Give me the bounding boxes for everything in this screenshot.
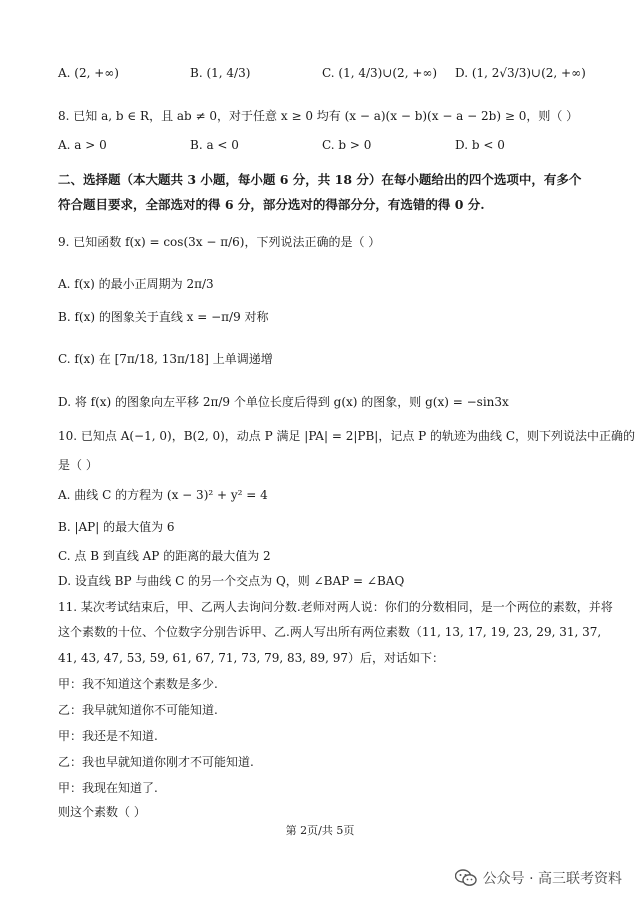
q10-option-d: D. 设直线 BP 与曲线 C 的另一个交点为 Q，则 ∠BAP = ∠BAQ	[58, 574, 405, 588]
q10-option-c: C. 点 B 到直线 AP 的距离的最大值为 2	[58, 549, 271, 563]
q10-stem-line1: 10. 已知点 A(−1, 0)，B(2, 0)，动点 P 满足 |PA| = 2|PB|，记点 P 的轨迹为曲线 C，则下列说法中正确的	[58, 429, 636, 443]
q7-option-d: D. (1, 2√3/3)∪(2, +∞)	[455, 66, 586, 80]
watermark-text: 公众号 · 高三联考资料	[482, 871, 622, 887]
q7-option-a: A. (2, +∞)	[58, 66, 119, 80]
q8-option-c: C. b > 0	[322, 138, 372, 152]
section2-heading-line2: 符合题目要求，全部选对的得 6 分，部分选对的得部分分，有选错的得 0 分.	[58, 197, 485, 212]
q11-dialog-line: 乙：我也早就知道你刚才不可能知道.	[58, 755, 254, 769]
q9-option-a: A. f(x) 的最小正周期为 2π/3	[58, 277, 214, 291]
section2-heading-line1: 二、选择题（本大题共 3 小题，每小题 6 分，共 18 分）在每小题给出的四个选项中，有多个	[58, 172, 582, 187]
q11-ending: 则这个素数（ ）	[58, 805, 146, 819]
q10-option-b: B. |AP| 的最大值为 6	[58, 520, 175, 534]
q8-stem: 8. 已知 a, b ∈ R，且 ab ≠ 0，对于任意 x ≥ 0 均有 (x − a)(x − b)(x − a − 2b) ≥ 0，则（ ）	[58, 109, 579, 123]
q9-stem: 9. 已知函数 f(x) = cos(3x − π/6)，下列说法正确的是（ ）	[58, 235, 381, 249]
q11-stem-line2: 这个素数的十位、个位数字分别告诉甲、乙.两人写出所有两位素数（11, 13, 17, 19, 23, 29, 31, 37,	[58, 625, 602, 639]
q10-stem-line2: 是（ ）	[58, 458, 98, 472]
wechat-logo-icon	[455, 869, 477, 887]
q9-option-b: B. f(x) 的图象关于直线 x = −π/9 对称	[58, 310, 269, 324]
q8-option-a: A. a > 0	[58, 138, 107, 152]
q9-option-c: C. f(x) 在 [7π/18, 13π/18] 上单调递增	[58, 352, 273, 366]
q11-dialog-line: 乙：我早就知道你不可能知道.	[58, 703, 218, 717]
q11-dialog-line: 甲：我还是不知道.	[58, 729, 158, 743]
watermark	[455, 868, 622, 888]
q8-option-d: D. b < 0	[455, 138, 505, 152]
q11-stem-line1: 11. 某次考试结束后，甲、乙两人去询问分数.老师对两人说：你们的分数相同，是一个两位的素数，并将	[58, 600, 613, 614]
q7-option-c: C. (1, 4/3)∪(2, +∞)	[322, 66, 438, 80]
q8-option-b: B. a < 0	[190, 138, 239, 152]
q11-stem-line3: 41, 43, 47, 53, 59, 61, 67, 71, 73, 79, 83, 89, 97）后，对话如下：	[58, 651, 445, 665]
page-footer: 第 2页/共 5页	[285, 824, 355, 837]
q9-option-d: D. 将 f(x) 的图象向左平移 2π/9 个单位长度后得到 g(x) 的图象，则 g(x) = −sin3x	[58, 395, 509, 409]
q11-dialog-line: 甲：我不知道这个素数是多少.	[58, 677, 218, 691]
q10-option-a: A. 曲线 C 的方程为 (x − 3)² + y² = 4	[58, 488, 268, 502]
q7-option-b: B. (1, 4/3)	[190, 66, 251, 80]
q11-dialog-line: 甲：我现在知道了.	[58, 781, 158, 795]
